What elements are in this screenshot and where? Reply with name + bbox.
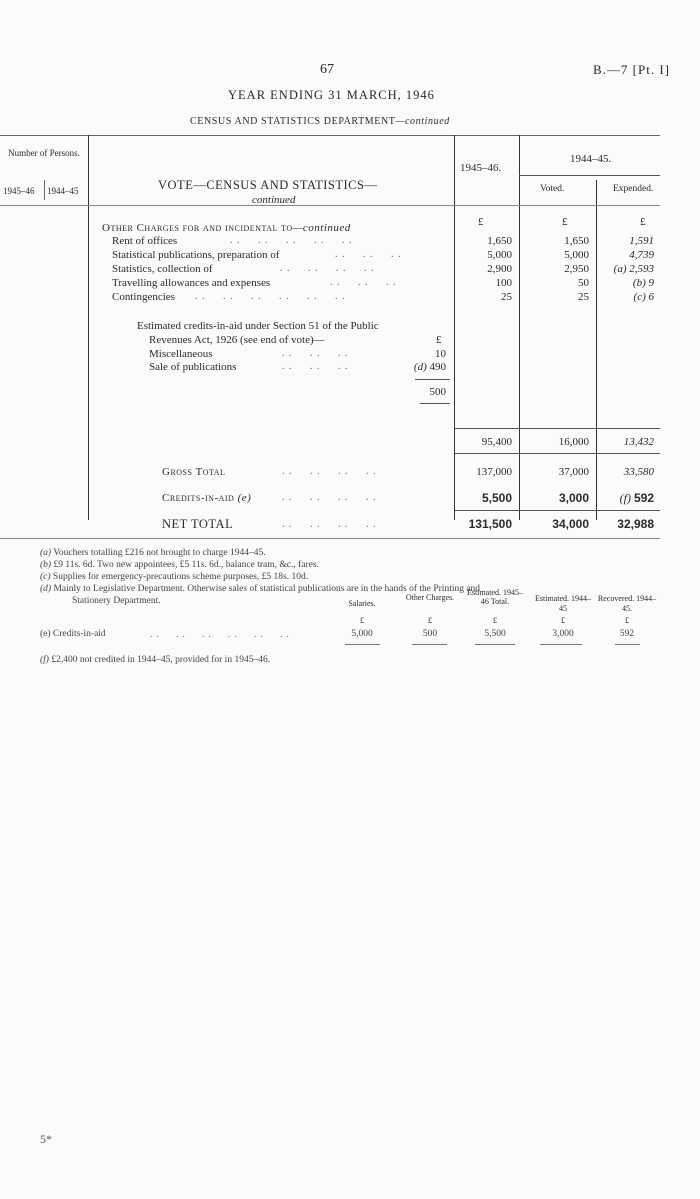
credits-row-salaries: 5,000: [351, 629, 373, 639]
rule-voted: [596, 180, 597, 520]
credits-cur-other: £: [427, 615, 433, 625]
leader-dots: . . . . . . . . . .: [230, 235, 353, 246]
credits-in-aid-voted: 3,000: [558, 491, 589, 505]
leader-dots: . . . . . . . . . . . .: [150, 629, 290, 639]
rule-recovered: [615, 644, 640, 645]
credits-in-aid-current: 5,500: [481, 491, 512, 505]
footnote-b: (b) £9 11s. 6d. Two new appointees, £5 11s. 6d., balance tram, &c., fares.: [40, 560, 319, 570]
item-expended: (b) 9: [632, 277, 654, 289]
subtotal-current: 95,400: [481, 436, 512, 448]
item-label: Statistics, collection of: [112, 263, 213, 275]
page-number: 67: [320, 62, 334, 77]
vote-title: VOTE—CENSUS AND STATISTICS—: [158, 178, 378, 192]
leader-dots: . . . . . . . .: [282, 519, 377, 530]
leader-dots: . . . . . . . .: [280, 263, 375, 274]
item-voted: 2,950: [564, 263, 589, 275]
gross-total-label: Gross Total: [162, 466, 226, 478]
rule-previous-split: [519, 175, 660, 176]
gross-total-expended: 33,580: [623, 466, 654, 478]
net-total-label: NET TOTAL: [162, 517, 234, 531]
department-title: CENSUS AND STATISTICS DEPARTMENT—continued: [190, 116, 450, 127]
credits-col-recovered: Recovered. 1944–45.: [597, 594, 657, 613]
credits-col-estimated-current: Estimated. 1945–46 Total.: [467, 588, 523, 606]
item-current: 1,650: [487, 235, 512, 247]
item-voted: 1,650: [564, 235, 589, 247]
item-current: 25: [501, 291, 512, 303]
currency-voted: £: [562, 216, 568, 228]
item-label: Travelling allowances and expenses: [112, 277, 271, 289]
currency-current: £: [478, 216, 484, 228]
credits-cur-salaries: £: [359, 615, 365, 625]
rule-label: [454, 135, 455, 520]
table-header-rule: [0, 205, 660, 206]
credits-row-recovered: 592: [619, 629, 635, 639]
leader-dots: . . . . . . . . . . . .: [195, 291, 346, 302]
document-reference: B.—7 [Pt. I]: [593, 62, 670, 77]
misc-total-rule: [420, 403, 450, 404]
vote-subtitle: continued: [252, 194, 296, 206]
credits-estimate-line1: Estimated credits-in-aid under Section 51 of the Public: [137, 320, 379, 332]
year-title: YEAR ENDING 31 MARCH, 1946: [228, 88, 435, 102]
credits-col-estimated-previous: Estimated. 1944–45: [535, 594, 591, 613]
col-header-current: 1945–46.: [460, 162, 502, 174]
gross-total-current: 137,000: [476, 466, 512, 478]
gross-total-voted: 37,000: [558, 466, 589, 478]
credits-in-aid-expended: (f) 592: [619, 491, 654, 505]
item-expended: 1,591: [629, 235, 654, 247]
section-heading: Other Charges for and incidental to—continued: [102, 222, 351, 234]
credits-in-aid-label: Credits-in-aid (e): [162, 492, 252, 504]
sale-value: (d) 490: [413, 361, 446, 373]
footnote-a: (a) Vouchers totalling £216 not brought to charge 1944–45.: [40, 548, 266, 558]
credits-estimate-line2: Revenues Act, 1926 (see end of vote)—: [149, 334, 325, 346]
leader-dots: . . . . . . . .: [282, 466, 377, 477]
col-header-expended: Expended.: [613, 184, 654, 194]
item-current: 2,900: [487, 263, 512, 275]
subtotal-rule: [455, 428, 660, 429]
persons-header: Number of Persons.: [8, 148, 80, 158]
leader-dots: . . . . . .: [330, 277, 397, 288]
item-label: Contingencies: [112, 291, 175, 303]
credits-row-label: (e) Credits-in-aid: [40, 629, 106, 639]
sale-label: Sale of publications: [149, 361, 237, 373]
footnote-d-continued: Stationery Department.: [72, 596, 161, 606]
net-total-expended: 32,988: [617, 517, 654, 531]
credits-row-other: 500: [422, 629, 438, 639]
item-expended: (a) 2,593: [613, 263, 654, 275]
credits-col-salaries: Salaries.: [348, 599, 376, 608]
footnote-d: (d) Mainly to Legislative Department. Otherwise sales of statistical publications are in the hands of the Printing and: [40, 584, 481, 594]
footnote-f: (f) £2,400 not credited in 1944–45, provided for in 1945–46.: [40, 655, 271, 665]
item-current: 5,000: [487, 249, 512, 261]
footnote-c: (c) Supplies for emergency-precautions scheme purposes, £5 18s. 10d.: [40, 572, 309, 582]
net-total-current: 131,500: [468, 517, 512, 531]
leader-dots: . . . . . .: [282, 361, 349, 372]
leader-dots: . . . . . .: [335, 249, 402, 260]
net-total-voted: 34,000: [552, 517, 589, 531]
item-current: 100: [495, 277, 512, 289]
col-header-previous: 1944–45.: [570, 153, 612, 165]
persons-divider: [44, 180, 45, 200]
subtotal-voted: 16,000: [558, 436, 589, 448]
item-voted: 25: [578, 291, 589, 303]
credits-cur-estimated-previous: £: [560, 615, 566, 625]
leader-dots: . . . . . . . .: [282, 492, 377, 503]
credits-estimate-total: 500: [429, 386, 446, 398]
rule-estimated-previous: [540, 644, 582, 645]
net-total-rule: [455, 510, 660, 511]
subtotal-bottom-rule: [455, 453, 660, 454]
credits-col-other: Other Charges.: [405, 593, 455, 602]
table-top-rule: [0, 135, 660, 136]
rule-salaries: [345, 644, 380, 645]
currency-expended: £: [640, 216, 646, 228]
item-label: Statistical publications, preparation of: [112, 249, 280, 261]
credits-cur-recovered: £: [624, 615, 630, 625]
rule-other: [412, 644, 447, 645]
credits-row-estimated-previous: 3,000: [552, 629, 574, 639]
item-expended: 4,739: [629, 249, 654, 261]
credits-cur-estimated-current: £: [492, 615, 498, 625]
credits-estimate-currency: £: [436, 334, 442, 346]
col-header-voted: Voted.: [540, 184, 565, 194]
item-expended: (c) 6: [633, 291, 654, 303]
leader-dots: . . . . . .: [282, 348, 349, 359]
misc-label: Miscellaneous: [149, 348, 213, 360]
item-voted: 50: [578, 277, 589, 289]
subtotal-expended: 13,432: [623, 436, 654, 448]
item-label: Rent of offices: [112, 235, 178, 247]
rule-persons: [88, 135, 89, 520]
rule-estimated-current: [475, 644, 515, 645]
item-voted: 5,000: [564, 249, 589, 261]
persons-col-current: 1945–46: [3, 186, 35, 196]
signature-mark: 5*: [40, 1132, 52, 1146]
table-bottom-rule: [0, 538, 660, 539]
misc-sum-rule: [415, 379, 450, 380]
misc-value: 10: [435, 348, 446, 360]
persons-col-previous: 1944–45: [47, 186, 79, 196]
credits-row-estimated-current: 5,500: [484, 629, 506, 639]
rule-current: [519, 135, 520, 520]
